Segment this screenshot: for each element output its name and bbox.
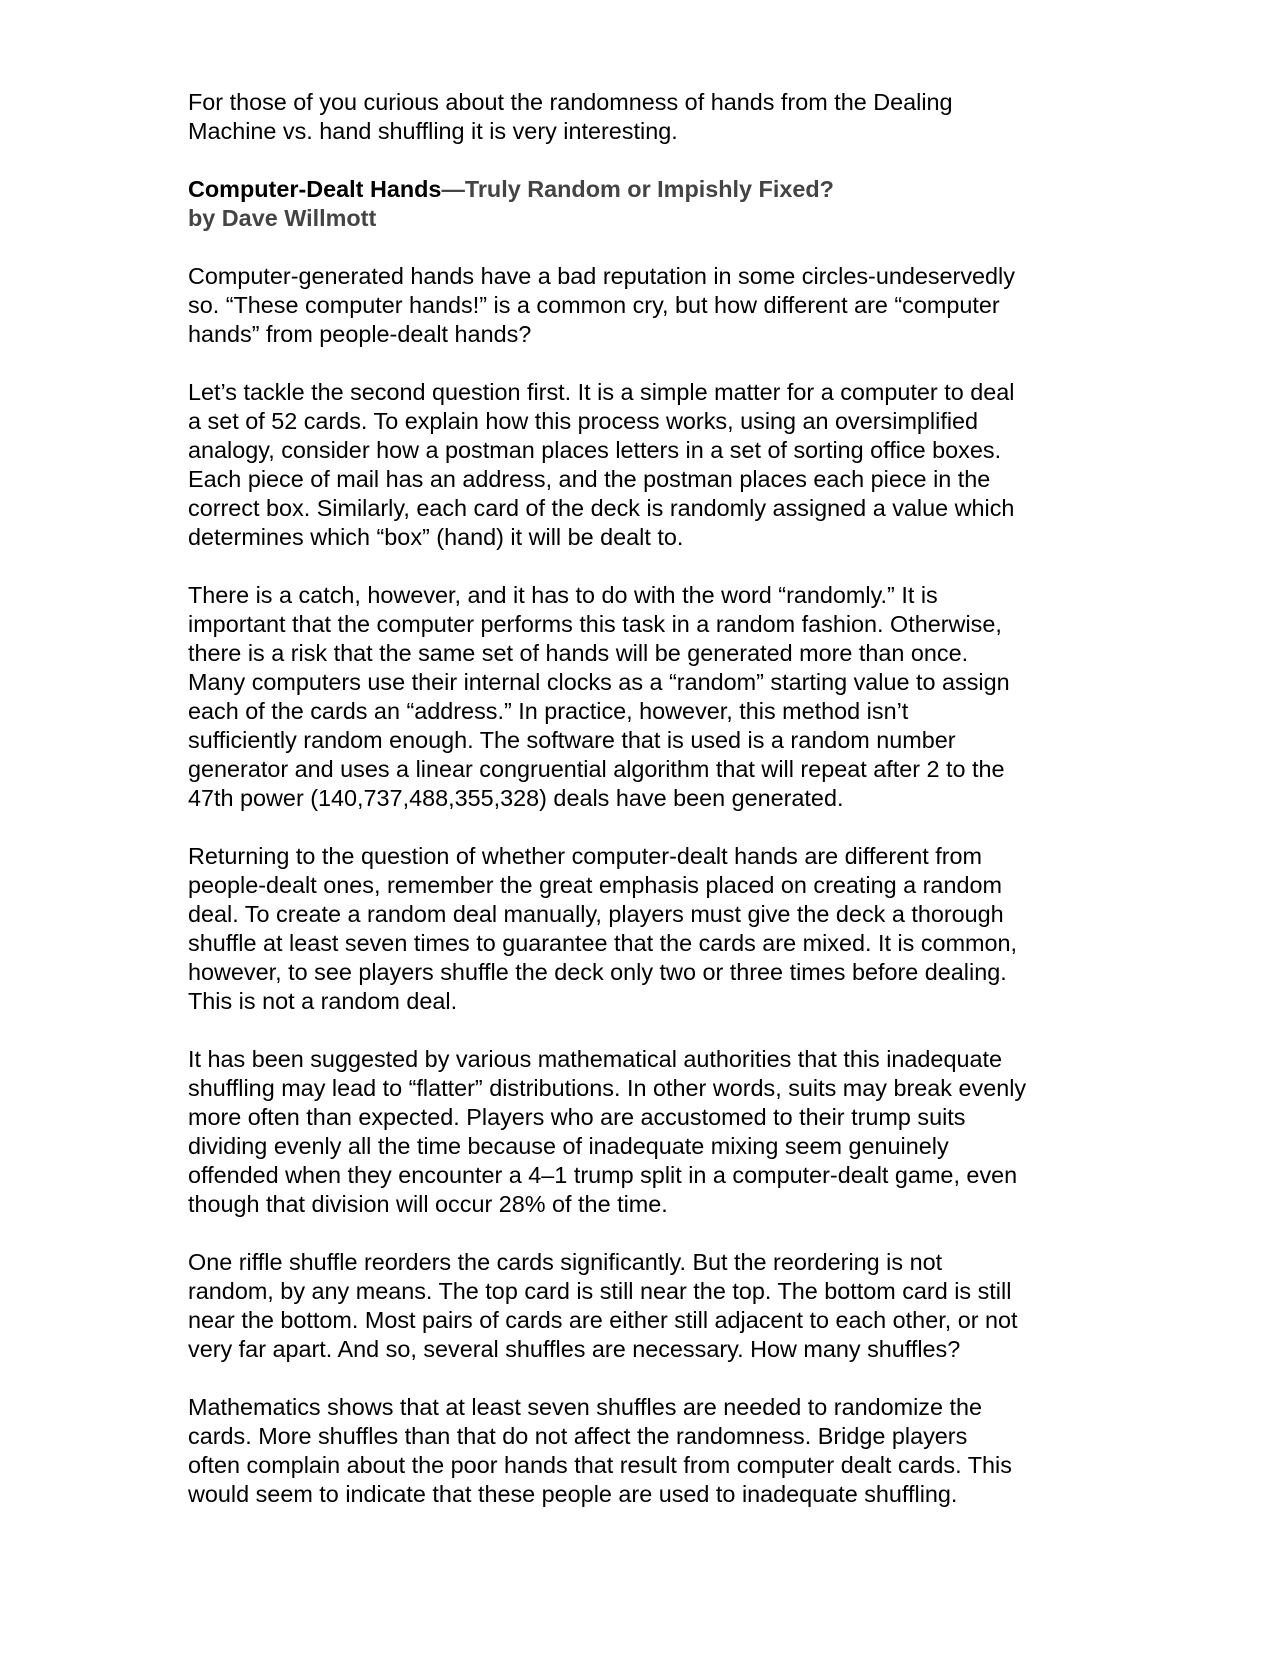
article-title-rest: —Truly Random or Impishly Fixed? xyxy=(441,176,834,202)
body-paragraph: Let’s tackle the second question first. It is a simple matter for a computer to deal a set of 52 cards. To explain how this process works, using an oversimplified analogy, consider how a postman places letters in a set of sorting office boxes. Each piece of mail has an address, and the postman places each piece in the correct box. Similarly, each card of the deck is randomly assigned a value which determines which “box” (hand) it will be dealt to. xyxy=(188,379,1015,550)
body-paragraph: Mathematics shows that at least seven shuffles are needed to randomize the cards. More shuffles than that do not affect the randomness. Bridge players often complain about the poor hands that result from computer dealt cards. This would seem to indicate that these people are used to inadequate shuffling. xyxy=(188,1394,1012,1507)
body-paragraph: One riffle shuffle reorders the cards significantly. But the reordering is not random, by any means. The top card is still near the top. The bottom card is still near the bottom. Most pairs of cards are either still adjacent to each other, or not very far apart. And so, several shuffles are necessary. How many shuffles? xyxy=(188,1249,1018,1362)
intro-paragraph: For those of you curious about the randomness of hands from the Dealing Machine vs. hand shuffling it is very interesting. xyxy=(188,89,953,144)
body-paragraph: Returning to the question of whether computer-dealt hands are different from people-dealt ones, remember the great emphasis placed on creating a random deal. To create a random deal manually, players must give the deck a thorough shuffle at least seven times to guarantee that the cards are mixed. It is common, however, to see players shuffle the deck only two or three times before dealing. This is not a random deal. xyxy=(188,843,1018,1014)
article-heading xyxy=(188,175,1088,233)
body-paragraph: Computer-generated hands have a bad reputation in some circles-undeservedly so. “These computer hands!” is a common cry, but how different are “computer hands” from people-dealt hands? xyxy=(188,263,1015,347)
body-paragraph: There is a catch, however, and it has to do with the word “randomly.” It is important that the computer performs this task in a random fashion. Otherwise, there is a risk that the same set of hands will be generated more than once. Many computers use their internal clocks as a “random” starting value to assign each of the cards an “address.” In practice, however, this method isn’t sufficiently random enough. The software that is used is a random number generator and uses a linear congruential algorithm that will repeat after 2 to the 47th power (140,737,488,355,328) deals have been generated. xyxy=(188,582,1010,811)
document-page xyxy=(188,88,1088,1538)
article-byline: by Dave Willmott xyxy=(188,205,377,231)
article-title xyxy=(188,175,1088,204)
body-paragraph: It has been suggested by various mathematical authorities that this inadequate shuffling may lead to “flatter” distributions. In other words, suits may break evenly more often than expected. Players who are accustomed to their trump suits dividing evenly all the time because of inadequate mixing seem genuinely offended when they encounter a 4–1 trump split in a computer-dealt game, even though that division will occur 28% of the time. xyxy=(188,1046,1027,1217)
article-title-lead: Computer-Dealt Hands xyxy=(188,176,442,202)
